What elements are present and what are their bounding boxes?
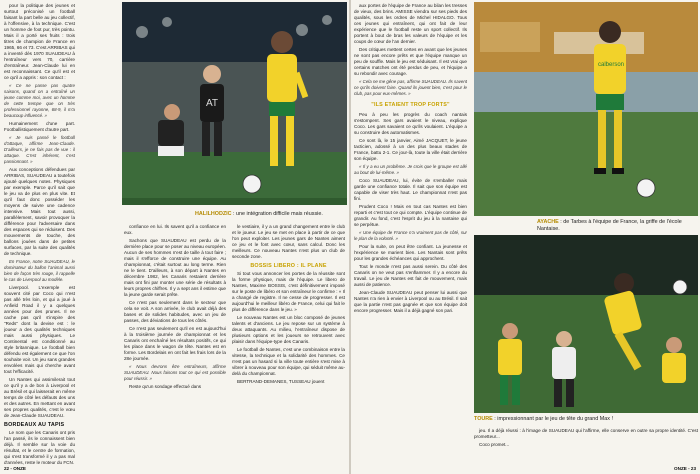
quote-paragraph: « Je suis passé le football d'attaque, affirme Jean-Claude. D'ailleurs, je ne fais pas de vue : il attaque. C'est inhérent, c'est passionnant. » (4, 135, 75, 164)
caption-name: HALILHODZIC (195, 211, 232, 217)
page-folio-left: 22 - ONZE (4, 466, 26, 471)
caption-text: : impressionnant par le jeu de tête du grand Max ! (494, 416, 613, 422)
svg-text:calberson: calberson (598, 62, 625, 68)
paragraph: le vestiaire, il y a un grand changement entre le club et le joueur. Le jeu se met en place à partir de ce que l'on peut exploiter. Les jeunes gars de Nantes aiment ce jeu et le font avec cœur, sans calcul. Donc les meilleurs. Ce nouveau Nantes n'est plus un club de seconde zone. (232, 224, 345, 259)
paragraph: Prudent Coco ! Mais en tout cas Nantes est bien reparti et c'est tout ce qui compte. L'équipe continue de grandir. Au fond, c'est l'esprit du jeu à la nantaise qui se perpétue. (354, 204, 467, 227)
paragraph: Sachons que SUAUDEAU est perdu de la dernière place pour se poser au niveau européen. Aucun de ses hommes n'est de taille à tout faire ; mais il s'efforce de construire une équipe. Au championnat, c'était surtout au long terme. Rien ne le tient. D'ailleurs, à son départ à Nantes en décembre 1982, les Canaris restaient derrière mais ont fini par monter une série de résultats à leurs propres chiffres. Il y a sept ans il estime que la jeune garde serait prête. (124, 238, 226, 297)
right-column-3 (474, 428, 698, 464)
ayache-match-photo (474, 2, 698, 216)
right-column-1 (354, 3, 467, 465)
paragraph: pour la politique des jeunes et surtout préconisé un football faisant la part belle au jeu collectif, à l'offensive, à la technique. C'est un homme de foot pur, très pointu. Mais il a porté ses fruits : trois titres de champion de France en 1965, 66 et 73. C'est ARRIBAS qui a inventé dès 1970 SUAUDEAU à l'entraîneur vers 70, carrière d'entraîneur. Jean-Claude lui en est reconnaissant. Ce qu'il est et ce qu'il a appris : son contact : (4, 3, 75, 80)
quote-paragraph: « Cela ne me gêne pas, affirme SUAUDEAU. Ils savent ce qu'ils doivent faire. Quand ils jouent bien, c'est pour le club, pas pour eux-mêmes. » (354, 79, 467, 96)
paragraph: Humainement d'une part. Footballistiquement d'autre part. (4, 121, 75, 132)
section-heading: BOSSIS LIBERO : IL PLANE (250, 263, 327, 269)
paragraph: Le nouveau Nantes est un bloc composé de jeunes talents et d'anciens. Le jeu repose sur un système à deux attaquants. Au milieu, l'entraîneur dispose de plusieurs options et les joueurs se retrouvent avec plaisir dans l'équipe-type des Canaris. (232, 315, 345, 344)
paragraph: Reste qu'un sondage effectué dans (129, 384, 202, 389)
quote-paragraph: En France, notre SUAUDEAU, le dominateur du ballon l'animal aussi bien de façon très rouge, il rappelle le cas de Liverpool au modèle. (4, 259, 75, 282)
paragraph: Si tout vous annoncer les portes de la réussite sont la forme physique, mais de l'équipe. Le libero de Nantes, Maxime BOSSIS, c'est définitivement imposé sur le poste de libéro et son entraîneur le confirme : « Il a changé de registre. Il ne cesse de progresser. Il est aujourd'hui le meilleur libéro de France, celui qui fait le plus de différence dans le jeu. » (232, 271, 345, 312)
pull-quote-heading: "ILS ETAIENT TROP FORTS" (371, 102, 450, 108)
paragraph: confiance en lui. Ils savent qu'il a confiance en eux. (124, 224, 226, 235)
paragraph: Coco promet... (479, 442, 510, 447)
paragraph: Ce n'est pas seulement qu'il en est aujourd'hui à la troisième journée de championnat et les Canaris ont enchaîné les résultats positifs, ce qui les place dans le wagon de tête. Nantes est en forme. Les Bordelais en ont fait les frais lors de la 28e journée. (124, 326, 226, 361)
left-column-1 (4, 3, 75, 465)
quote-paragraph: « Ce ne passe pas quatre saisons, quand on a entraîné un jeune comme moi, avec un homme de cette trempe que on très professionnel rayonne, 68-9, il m'a beaucoup influencé. » (4, 83, 75, 118)
halilhodzic-match-photo (122, 2, 347, 205)
right-page (351, 0, 700, 474)
paragraph: Coco SUAUDEAU, lui, évite de s'emballer mais garde une confiance totale. Il sait que son équipe est capable de viser très haut. Le championnat n'est pas fini. (354, 178, 467, 201)
paragraph: jeu. Il a déjà réussi : à l'image de SUAUDEAU qui l'affirme, elle conserve en outre sa propre identité. C'est prometteur... (474, 428, 698, 439)
paragraph: Pour la suite, on peut être confiant. La jeunesse et l'expérience se marient bien. Les Nantais sont prêts pour les grandes échéances qui approchent. (354, 244, 467, 261)
halilhodzic-caption (195, 211, 347, 218)
section-heading: BORDEAUX AU TAPIS (4, 422, 65, 428)
caption-name: TOURE (474, 416, 493, 422)
caption-text: : une intégration difficile mais réussie. (233, 211, 323, 217)
ayache-caption (537, 219, 698, 233)
paragraph: BERTRAND-DEMANES, TUSSEAU jouent (237, 379, 325, 384)
caption-name: AYACHE (537, 219, 559, 225)
toure-caption (474, 416, 698, 423)
paragraph: Le nom que les Canaris ont pris l'an passé, ils le connaissent bien déjà. Il semble sur la voie du résultat, et le centre de formation, qui s'est transformé il y a pas mal d'années, reste le moteur du FCN. (4, 430, 75, 465)
paragraph: Aux conceptions défendues par ARRIBAS, SUAUDEAU a toutefois ajouté quelques notes. Physiques par exemple. Parce qu'il sait que le jeu va de plus en plus vite. Et qu'il faut donc posséder les moyens de suivre une cadence intensive. Mais tout aussi, parallèlement, savoir provoquer la différence pour l'adversaire dans des espaces qui se réduisent. Des mouvements de touche, des ballons jouées dans de petites surfaces, par la suite des qualités de technique. (4, 167, 75, 256)
quote-paragraph: « Nous devrons être entraîneurs, affirme SUAUDEAU. Nous faisons tout ce qui est possible pour réussir. » (124, 364, 226, 381)
quote-paragraph: « Une équipe de France n'a vraiment pas de côté, sur le plan de la volonté. » (354, 230, 467, 241)
left-column-2 (124, 224, 226, 460)
paragraph: Ce sont là, le 15 janvier, Aimé JACQUET, le jeune tacticien, adossé à un des plus beaux stades de France, battu 2-1. Ce jour-là, toute la ville était derrière son équipe. (354, 138, 467, 161)
paragraph: Tout le monde n'est pas aussi serein. Du côté des Canaris on ne veut pas s'enflammer. Il y a encore du travail. Le jeu de Nantes est fait de mouvement, mais aussi de patience. (354, 264, 467, 287)
paragraph: Le football de Nantes, c'est une combinaison entre la vitesse, la technique et la solidarité des hommes. Ce n'est pas un hasard si la ville toute entière s'est mise à vibrer à nouveau pour son équipe, qui séduit même au-delà du championnat. (232, 347, 345, 376)
paragraph: Liverpool. L'exemple est souvent cité par Coco qui n'est pas allé très loin, et qui a joué à Anfield Road il y a quelques années pour des prunes. Il ne cache pas qu'il s'inspire des "Reds" dont la devise est : le joueur a des qualités techniques mais aussi physiques. Le Continental est conditionné au style britannique. Le football bien défendu est également ce que l'on souhaite voir. Un jeu sans grandes envolées mais qui cherche avant tout l'efficacité. (4, 285, 75, 374)
svg-text:AT: AT (206, 98, 219, 109)
page-folio-right: ONZE - 23 (674, 466, 696, 471)
left-page (0, 0, 349, 474)
paragraph: Des critiques mettent certes en avant que les jeunes ne sont pas encore prêts et que l'équipe manque un peu de souffle. Mais le jeu est séduisant. Il est vrai que certains matches ont été perdus de peu, et l'équipe a su rebondir avec courage. (354, 47, 467, 76)
left-column-3 (232, 224, 345, 460)
paragraph: Un Nantes qui assimilerait tout ce qu'il y a de bon à Liverpool et au Brésil et qui laisserait en même temps de côté les défauts des uns et des autres. En mettant en avant ses propres qualités, c'est le vœu de Jean-Claude SUAUDEAU. (4, 377, 75, 418)
caption-text: : de Tarbes à l'équipe de France, la griffe de l'école Nantaise. (537, 219, 682, 232)
toure-match-photo (474, 235, 698, 413)
paragraph: aux portes de l'équipe de France au bilan les tresses de vieux, des brins. AMISSE viendra sur ses pieds des qualités, sous les ordres de Michel HIDALGO. Tous ces jeunes qui entraînent, qui ont fait de leur expérience que le football reste un sport collectif. Ils portent à bout de bras les valeurs de l'équipe et les coups de cœur de l'an dernier. (354, 3, 467, 44)
paragraph: Jean-Claude SUAUDEAU peut penser lui aussi que Nantes n'a rien à envier à Liverpool ou au Brésil. Il sait que la partie n'est pas gagnée et que son équipe doit encore progresser. Mais il a déjà gagné son pari. (354, 290, 467, 313)
quote-paragraph: « Il y a eu un problème. Je crois que le groupe est allé au bout de lui-même. » (354, 164, 467, 175)
paragraph: Ce n'est pas seulement dans le secteur que cela se voit. A son arrivée, le club avait déjà des bases et de solides habitudes, avec un jeu de passes, des déviations de tous les côtés. (124, 300, 226, 323)
paragraph: Peu à peu les progrès du coach nantais s'estompent. Ses gars avaient le niveau, explique Coco. Les gars savaient ce qu'ils voulaient. L'équipe a su construire des automatismes. (354, 112, 467, 135)
